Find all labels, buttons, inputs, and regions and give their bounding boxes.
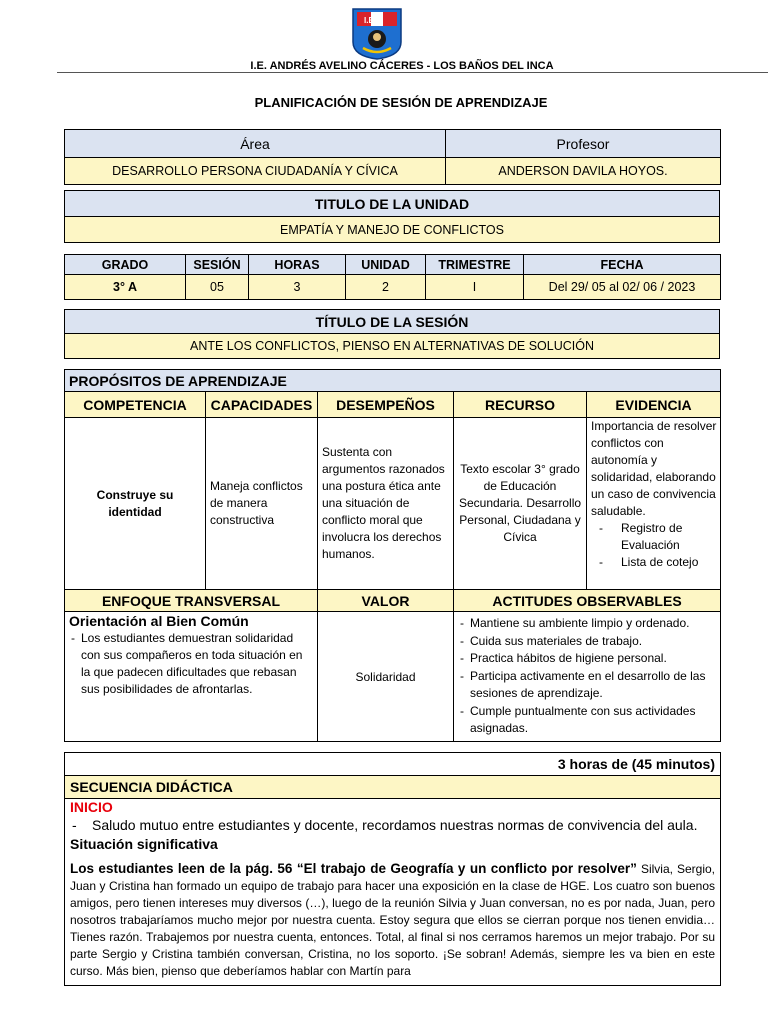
horas-bar: 3 horas de (45 minutos): [65, 753, 720, 776]
sesion-table: [64, 309, 720, 359]
unidad-value: EMPATÍA Y MANEJO DE CONFLICTOS: [65, 217, 720, 243]
valor-value: Solidaridad: [318, 612, 454, 742]
horas-header: HORAS: [249, 255, 346, 275]
evidencia-list: [591, 520, 718, 571]
doc-title: PLANIFICACIÓN DE SESIÓN DE APRENDIZAJE: [254, 95, 548, 110]
competencia-header: COMPETENCIA: [65, 392, 206, 418]
enfoque-list: [69, 630, 313, 698]
actitud-item: - Participa activamente en el desarrollo de las sesiones de aprendizaje.: [458, 668, 716, 703]
competencia-value: Construye su identidad: [65, 418, 206, 590]
fecha-header: FECHA: [524, 255, 721, 275]
situacion-paragraph: [65, 854, 720, 980]
profesor-value: ANDERSON DAVILA HOYOS.: [446, 158, 721, 185]
secuencia-section: [64, 752, 721, 986]
unidad-header: UNIDAD: [346, 255, 426, 275]
recurso-value: Texto escolar 3° grado de Educación Secundaria. Desarrollo Personal, Ciudadana y Cívica: [454, 418, 587, 590]
enfoque-cell: [65, 612, 318, 742]
desempenos-value: Sustenta con argumentos razonados una postura ética ante una situación de conflicto moral que involucra los derechos humanos.: [318, 418, 454, 590]
situacion-label: Situación significativa: [70, 836, 218, 852]
actitud-item: - Practica hábitos de higiene personal.: [458, 650, 716, 668]
area-value: DESARROLLO PERSONA CIUDADANÍA Y CÍVICA: [65, 158, 446, 185]
actitud-item: - Mantiene su ambiente limpio y ordenado.: [458, 615, 716, 633]
evidencia-item: - Lista de cotejo: [597, 554, 718, 571]
sesion-value: ANTE LOS CONFLICTOS, PIENSO EN ALTERNATIVAS DE SOLUCIÓN: [65, 334, 720, 359]
valor-header: VALOR: [318, 590, 454, 612]
school-crest-logo: [352, 8, 402, 60]
trimestre-value: I: [426, 275, 524, 300]
desempenos-header: DESEMPEÑOS: [318, 392, 454, 418]
unidad-value: 2: [346, 275, 426, 300]
info-table: [64, 254, 721, 300]
actitud-item: - Cuida sus materiales de trabajo.: [458, 633, 716, 651]
unidad-table: [64, 190, 720, 243]
school-name: I.E. ANDRÉS AVELINO CÁCERES - LOS BAÑOS DEL INCA: [250, 60, 554, 72]
header-divider: [57, 72, 768, 73]
actitudes-header: ACTITUDES OBSERVABLES: [454, 590, 721, 612]
enfoque-header: ENFOQUE TRANSVERSAL: [65, 590, 318, 612]
evidencia-cell: [587, 418, 721, 590]
actitud-item: - Cumple puntualmente con sus actividades asignadas.: [458, 703, 716, 738]
evidencia-header: EVIDENCIA: [587, 392, 721, 418]
saludo-item: - Saludo mutuo entre estudiantes y docente, recordamos nuestras normas de convivencia del aula.: [70, 816, 720, 834]
secuencia-label: SECUENCIA DIDÁCTICA: [65, 776, 720, 799]
actitudes-list: [458, 615, 716, 738]
evidencia-item: - Registro de Evaluación: [597, 520, 718, 554]
area-header: Área: [65, 130, 446, 158]
recurso-header: RECURSO: [454, 392, 587, 418]
area-table: [64, 129, 721, 185]
evidencia-text: Importancia de resolver conflictos con autonomía y solidaridad, elaborando un caso de convivencia saludable.: [591, 419, 717, 518]
grado-header: GRADO: [65, 255, 186, 275]
capacidades-header: CAPACIDADES: [206, 392, 318, 418]
unidad-label: TITULO DE LA UNIDAD: [65, 191, 720, 217]
horas-value: 3: [249, 275, 346, 300]
propositos-label: PROPÓSITOS DE APRENDIZAJE: [65, 370, 721, 392]
trimestre-header: TRIMESTRE: [426, 255, 524, 275]
situacion-lead: Los estudiantes leen de la pág. 56 “El trabajo de Geografía y un conflicto por resolver”: [70, 861, 637, 876]
profesor-header: Profesor: [446, 130, 721, 158]
sesion-value: 05: [186, 275, 249, 300]
capacidades-value: Maneja conflictos de manera constructiva: [206, 418, 318, 590]
inicio-label: INICIO: [70, 799, 113, 815]
enfoque-title: Orientación al Bien Común: [69, 613, 249, 629]
fecha-value: Del 29/ 05 al 02/ 06 / 2023: [524, 275, 721, 300]
propositos-table: [64, 369, 721, 742]
enfoque-description: - Los estudiantes demuestran solidaridad con sus compañeros en toda situación en la que padecen dificultades que rebasan sus posibilidades de afrontarlas.: [69, 630, 309, 698]
crest-letters-text: I.E.: [364, 16, 377, 25]
sesion-header: SESIÓN: [186, 255, 249, 275]
inicio-list: [65, 816, 720, 834]
situacion-story: Silvia, Sergio, Juan y Cristina han formado un equipo de trabajo para hacer una exposición en la clase de HGE. Los cuatro son buenos amigos, pero tienen intereses muy diversos (…), luego de la reunión Silvia y Juan conversan, no es por nada, Juan, pero nosotros trabajaríamos mucho mejor por nuestra cuenta. Estoy segura que ellos se cierran porque nos tienen envidia… Tienes razón. Trabajemos por nuestra cuenta, entonces. Total, al final si nos cerramos haremos un mejor trabajo. Por su parte Sergio y Cristina también conversan, Cristina, no los soporto. ¡Se sobran! Además, siempre les va bien en este curso. Más bien, pienso que deberíamos hablar con Martín para: [70, 862, 715, 978]
sesion-label: TÍTULO DE LA SESIÓN: [65, 310, 720, 334]
actitudes-cell: [454, 612, 721, 742]
grado-value: 3° A: [65, 275, 186, 300]
